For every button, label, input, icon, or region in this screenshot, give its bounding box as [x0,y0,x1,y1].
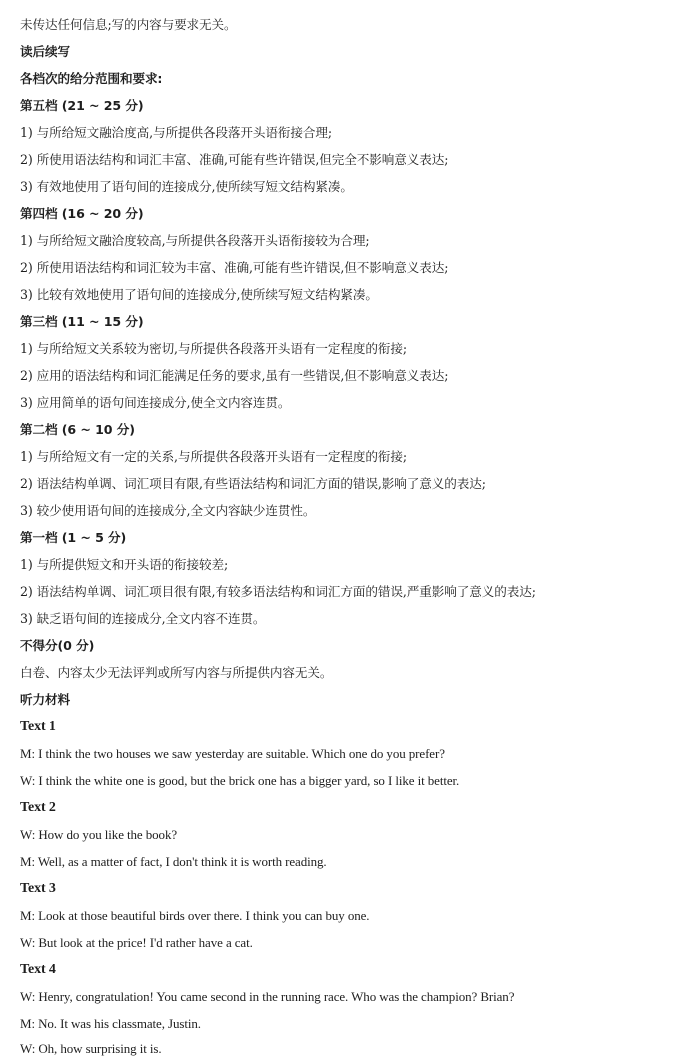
text-4-line-1: W: Henry, congratulation! You came second in the running race. Who was the champion? Brian? [20,989,515,1004]
grade-five-heading: 第五档 (21 ~ 25 分) [20,98,144,113]
section-heading-continuation-writing: 读后续写 [20,44,70,59]
grade-five-item-2: 2) 所使用语法结构和词汇丰富、准确,可能有些许错误,但完全不影响意义表达; [20,152,449,167]
text-1-line-1: M: I think the two houses we saw yesterday are suitable. Which one do you prefer? [20,746,445,761]
grade-four-item-1: 1) 与所给短文融洽度较高,与所提供各段落开头语衔接较为合理; [20,233,370,248]
text-3-line-2: W: But look at the price! I'd rather have a cat. [20,935,253,950]
grade-four-heading: 第四档 (16 ~ 20 分) [20,206,144,221]
grade-three-item-1: 1) 与所给短文关系较为密切,与所提供各段落开头语有一定程度的衔接; [20,341,407,356]
grade-one-item-2: 2) 语法结构单调、词汇项目很有限,有较多语法结构和词汇方面的错误,严重影响了意义的表达; [20,584,536,599]
text-1-line-2: W: I think the white one is good, but the brick one has a bigger yard, so I like it better. [20,773,460,788]
text-4-line-2: M: No. It was his classmate, Justin. [20,1016,201,1031]
text-3-line-1: M: Look at those beautiful birds over there. I think you can buy one. [20,908,370,923]
intro-line: 未传达任何信息;写的内容与要求无关。 [20,17,237,32]
grade-three-heading: 第三档 (11 ~ 15 分) [20,314,144,329]
grade-two-item-3: 3) 较少使用语句间的连接成分,全文内容缺少连贯性。 [20,503,316,518]
grade-five-item-3: 3) 有效地使用了语句间的连接成分,使所续写短文结构紧凑。 [20,179,353,194]
grade-one-item-1: 1) 与所提供短文和开头语的衔接较差; [20,557,229,572]
text-2-line-1: W: How do you like the book? [20,827,178,842]
grade-four-item-2: 2) 所使用语法结构和词汇较为丰富、准确,可能有些许错误,但不影响意义表达; [20,260,449,275]
grade-one-item-3: 3) 缺乏语句间的连接成分,全文内容不连贯。 [20,611,266,626]
scoring-range-heading: 各档次的给分范围和要求: [20,71,163,86]
text-2-line-2: M: Well, as a matter of fact, I don't think it is worth reading. [20,854,327,869]
grade-three-item-2: 2) 应用的语法结构和词汇能满足任务的要求,虽有一些错误,但不影响意义表达; [20,368,449,383]
grade-four-item-3: 3) 比较有效地使用了语句间的连接成分,使所续写短文结构紧凑。 [20,287,378,302]
grade-three-item-3: 3) 应用简单的语句间连接成分,使全文内容连贯。 [20,395,291,410]
text-4-line-3: W: Oh, how surprising it is. [20,1041,162,1056]
text-4-heading: Text 4 [20,962,56,977]
text-1-heading: Text 1 [20,719,56,734]
zero-score-heading: 不得分(0 分) [20,638,95,653]
grade-five-item-1: 1) 与所给短文融洽度高,与所提供各段落开头语衔接合理; [20,125,333,140]
listening-material-heading: 听力材料 [20,692,70,707]
grade-two-item-2: 2) 语法结构单调、词汇项目有限,有些语法结构和词汇方面的错误,影响了意义的表达; [20,476,486,491]
text-3-heading: Text 3 [20,881,56,896]
zero-score-description: 白卷、内容太少无法评判或所写内容与所提供内容无关。 [20,665,333,680]
text-2-heading: Text 2 [20,800,56,815]
grade-two-item-1: 1) 与所给短文有一定的关系,与所提供各段落开头语有一定程度的衔接; [20,449,407,464]
grade-two-heading: 第二档 (6 ~ 10 分) [20,422,135,437]
grade-one-heading: 第一档 (1 ~ 5 分) [20,530,127,545]
